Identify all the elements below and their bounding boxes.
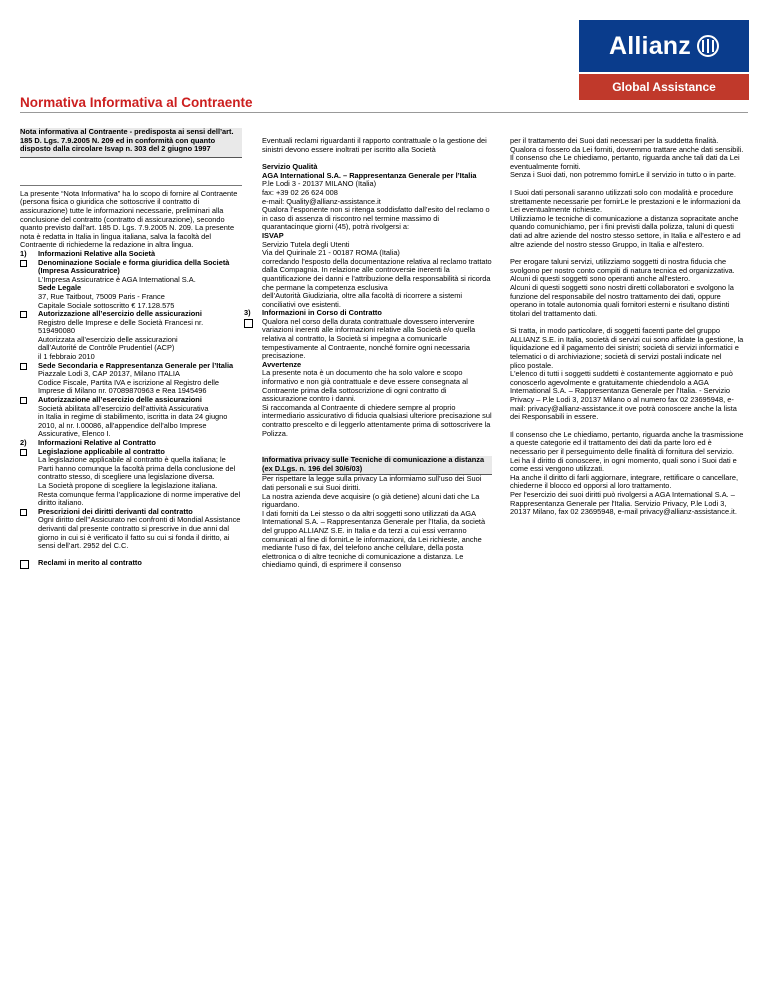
quality-service-text: P.le Lodi 3 - 20137 MILANO (Italia) fax: +39 02 26 624 008 e-mail: Quality@allianz-assistance.it Qualora l’esponente non si ritenga soddisfatto dall’esito del reclamo o in caso di assenza di riscontro nel termine massimo di quarantacinque giorni (45), potrà rivolgersi a:	[262, 179, 490, 232]
isvap-text: Servizio Tutela degli Utenti Via del Quirinale 21 - 00187 ROMA (Italia) corredando l’esposto della documentazione relativa al reclamo trattato dalla Compagnia. In relazione alle controversie inerenti la quantificazione dei danni e l’attribuzione della responsabilità si ricorda che permane la competenza esclusiva dell’Autorità Giudiziaria, oltre alla facoltà di ricorrere a sistemi conciliativi ove esistenti.	[262, 239, 492, 309]
item-text: Piazzale Lodi 3, CAP 20137, Milano ITALIA Codice Fiscale, Partita IVA e iscrizione al Registro delle Imprese di Milano nr. 07089870963 e Rea 1945496	[38, 369, 220, 396]
paragraph: I Suoi dati personali saranno utilizzati solo con modalità e procedure strettamente necessarie per fornirLe le prestazioni e le informazioni da Lei eventualmente richieste. Utilizziamo le tecniche di comunicazione a distanza sopracitate anche quando comunichiamo, per i fini previsti dalla polizza, taluni di questi dati ad altre aziende del nostro stesso settore, in Italia e all'estero e ad altre aziende del nostro stesso Gruppo, in Italia e all'estero.	[510, 187, 741, 249]
paragraph: Si tratta, in modo particolare, di soggetti facenti parte del gruppo ALLIANZ S.E. in Italia, società di servizi cui sono affidate la gestione, la liquidazione ed il pagamento dei sinistri; società di servizi informatici e telematici o di archiviazione; società di servizi postali indicate nel plico postale. L'elenco di tutti i soggetti suddetti è costantemente aggiornato e può conoscerlo agevolmente e gratuitamente chiedendolo a AGA International S.A. – Rappresentanza Generale per l'Italia. - Servizio Privacy – P.le Lodi 3, 20137 Milano o al numero fax 02 23695948, e-mail: privacy@allianz-assistance.it ove potrà conoscere anche la lista dei Responsabili in essere.	[510, 326, 744, 422]
item-text: L’Impresa Assicuratrice è AGA International S.A.	[38, 274, 196, 284]
checkbox-icon	[20, 508, 38, 551]
list-item	[20, 448, 242, 508]
logo-tagline: Global Assistance	[579, 74, 749, 100]
item-title: Prescrizioni dei diritti derivanti dal contratto	[38, 506, 193, 516]
paragraph: Eventuali reclami riguardanti il rapporto contrattuale o la gestione dei sinistri devono essere inoltrati per iscritto alla Società	[262, 136, 487, 154]
list-item	[244, 318, 492, 361]
checkbox-icon	[20, 310, 38, 362]
privacy-heading: Informativa privacy sulle Tecniche di comunicazione a distanza (ex D.Lgs. n. 196 del 30/6/03)	[262, 456, 492, 475]
checkbox-icon	[20, 559, 38, 572]
warnings-text: La presente nota è un documento che ha solo valore e scopo informativo e non già contrattuale e deve essere consegnata al Contraente prima della sottoscrizione di ogni contratto di assicurazione contro i danni. Si raccomanda al Contraente di chiedere sempre al proprio intermediario assicurativo di fiducia qualsiasi ulteriore precisazione sul contratto prescelto e di leggerlo attentamente prima di sottoscrivere la Polizza.	[262, 368, 492, 438]
item-text: Registro delle Imprese e delle Società Francesi nr. 519490080 Autorizzata all’esercizio delle assicurazioni dall’Autorité de Contrôle Prudentiel (ACP) il 1 febbraio 2010	[38, 317, 204, 362]
section-number: 1)	[20, 248, 27, 258]
item-title: Autorizzazione all’esercizio delle assicurazioni	[38, 309, 202, 319]
item-text: Qualora nel corso della durata contrattuale dovessero intervenire variazioni inerenti alle informazioni relative alla Società e/o quella relativa al contratto, la Società si impegna a comunicarle tempestivamente al Contraente, nonché fornire ogni necessaria precisazione.	[262, 316, 476, 361]
quality-service-title: Servizio Qualità AGA International S.A. – Rappresentanza Generale per l’Italia	[262, 162, 477, 180]
list-item	[20, 362, 242, 396]
checkbox-icon	[20, 448, 38, 508]
list-item	[20, 396, 242, 439]
column-2	[244, 136, 492, 570]
item-title: Legislazione applicabile al contratto	[38, 446, 165, 456]
item-title: Reclami in merito al contratto	[38, 557, 142, 567]
allianz-eagle-icon	[697, 35, 719, 57]
item-title: Sede Secondaria e Rappresentanza Generale per l’Italia	[38, 360, 234, 370]
logo-brand-bar	[579, 20, 749, 72]
section-title: Informazioni in Corso di Contratto	[262, 308, 382, 318]
intro-heading: Nota informativa al Contraente - predisposta ai sensi dell’art. 185 D. Lgs. 7.9.2005 N. 209 ed in conformità con quanto disposto dalla circolare Isvap n. 303 del 2 giugno 1997	[20, 128, 242, 158]
column-3	[510, 137, 746, 517]
intro-paragraph: La presente “Nota Informativa” ha lo scopo di fornire al Contraente (persona fisica o giuridica che sottoscrive il contratto di assicurazione) tutte le informazioni necessarie, preliminari alla conclusione del contratto (contratto di assicurazione), secondo quanto previsto dall’art. 185 D. Lgs. 7.9.2005 N. 209. La presente nota è redatta in Italia in lingua italiana, salva la facoltà del Contraente di richiederne la redazione in altra lingua.	[20, 188, 238, 250]
item-text: 37, Rue Taitbout, 75009 Paris - France Capitale Sociale sottoscritto € 17.128.575	[38, 291, 175, 310]
item-text: Ogni diritto dell’’Assicurato nei confronti di Mondial Assistance derivanti dal presente contratto si prescrive in due anni dal giorno in cui si è verificato il fatto su cui si fonda il diritto, ai sensi dell’art. 2952 del C.C.	[38, 515, 241, 551]
allianz-logo	[579, 20, 749, 100]
privacy-text: Per rispettare la legge sulla privacy La informiamo sull’uso dei Suoi dati personali e sui Suoi diritti. La nostra azienda deve acquisire (o già detiene) alcuni dati che La riguardano. I dati forniti da Lei stesso o da altri soggetti sono utilizzati da AGA International S.A. – Rappresentanza Generale per l’Italia, da società del gruppo ALLIANZ S.E. in Italia e da terzi a cui essi verranno comunicati al fine di fornirLe le informazioni, da Lei richieste, anche mediante l’uso di fax, del telefono anche cellulare, della posta elettronica o di altre tecniche di comunicazione a distanza. Le chiediamo quindi, di esprimere il consenso	[262, 474, 486, 570]
checkbox-icon	[20, 259, 38, 311]
isvap-title: ISVAP	[262, 230, 284, 240]
item-text: La legislazione applicabile al contratto è quella italiana; le Parti hanno comunque la facoltà prima della conclusione del contratto stesso, di scegliere una legislazione diversa. La Società propone di scegliere la legislazione italiana. Resta comunque ferma l’applicazione di norme imperative del diritto italiano.	[38, 455, 241, 508]
item-title: Sede Legale	[38, 283, 82, 293]
section-number: 3)	[244, 308, 251, 318]
section-number: 2)	[20, 438, 27, 447]
checkbox-icon	[20, 362, 38, 396]
list-item	[20, 559, 242, 572]
item-title: Denominazione Sociale e forma giuridica della Società (Impresa Assicuratrice)	[38, 257, 230, 276]
section-title: Informazioni Relative al Contratto	[38, 438, 156, 447]
section-title: Informazioni Relative alla Società	[38, 248, 156, 258]
item-title: Autorizzazione all’esercizio delle assicurazioni	[38, 395, 202, 405]
list-item	[20, 259, 242, 311]
column-1	[20, 128, 242, 571]
page-title: Normativa Informativa al Contraente	[20, 95, 253, 110]
logo-brand: Allianz	[609, 31, 691, 60]
item-text: Società abilitata all’esercizio dell’attività Assicurativa in Italia in regime di stabilimento, iscritta in data 24 giugno 2010, al nr. I.00086, all’appendice dell’albo Imprese Assicurative, Elenco I.	[38, 403, 228, 439]
checkbox-icon	[244, 318, 262, 361]
intro-divider	[20, 158, 242, 186]
list-item	[20, 310, 242, 362]
title-divider	[20, 112, 748, 113]
warnings-title: Avvertenze	[262, 359, 302, 369]
paragraph: Il consenso che Le chiediamo, pertanto, riguarda anche la trasmissione a queste categorie ed il trattamento dei dati da parte loro ed è necessario per il perseguimento delle finalità di fornitura del servizio. Lei ha il diritto di conoscere, in ogni momento, quali sono i Suoi dati e come essi vengono utilizzati. Ha anche il diritto di farli aggiornare, integrare, rettificare o cancellare, chiederne il blocco ed opporsi al loro trattamento. Per l'esercizio dei suoi diritti può rivolgersi a AGA International S.A. – Rappresentanza Generale per l'Italia. Servizio Privacy, P.le Lodi 3, 20137 Milano, fax 02 23695948, e-mail privacy@allianz-assistance.it.	[510, 429, 744, 517]
checkbox-icon	[20, 396, 38, 439]
paragraph: per il trattamento dei Suoi dati necessari per la suddetta finalità. Qualora ci fossero da Lei forniti, dovremmo trattare anche dati sensibili. Il consenso che Le chiediamo, pertanto, riguarda anche tali dati da Lei eventualmente forniti. Senza i Suoi dati, non potremmo fornirLe il servizio in tutto o in parte.	[510, 136, 744, 180]
paragraph: Per erogare taluni servizi, utilizziamo soggetti di nostra fiducia che svolgono per nostro conto compiti di natura tecnica ed organizzativa. Alcuni di questi soggetti sono operanti anche all'estero. Alcuni di questi soggetti sono nostri diretti collaboratori e svolgono la funzione del responsabile del nostro trattamento dei dati, oppure operano in totale autonomia quali fornitori esterni e risultano distinti titolari del trattamento dati.	[510, 257, 735, 318]
list-item	[20, 508, 242, 551]
